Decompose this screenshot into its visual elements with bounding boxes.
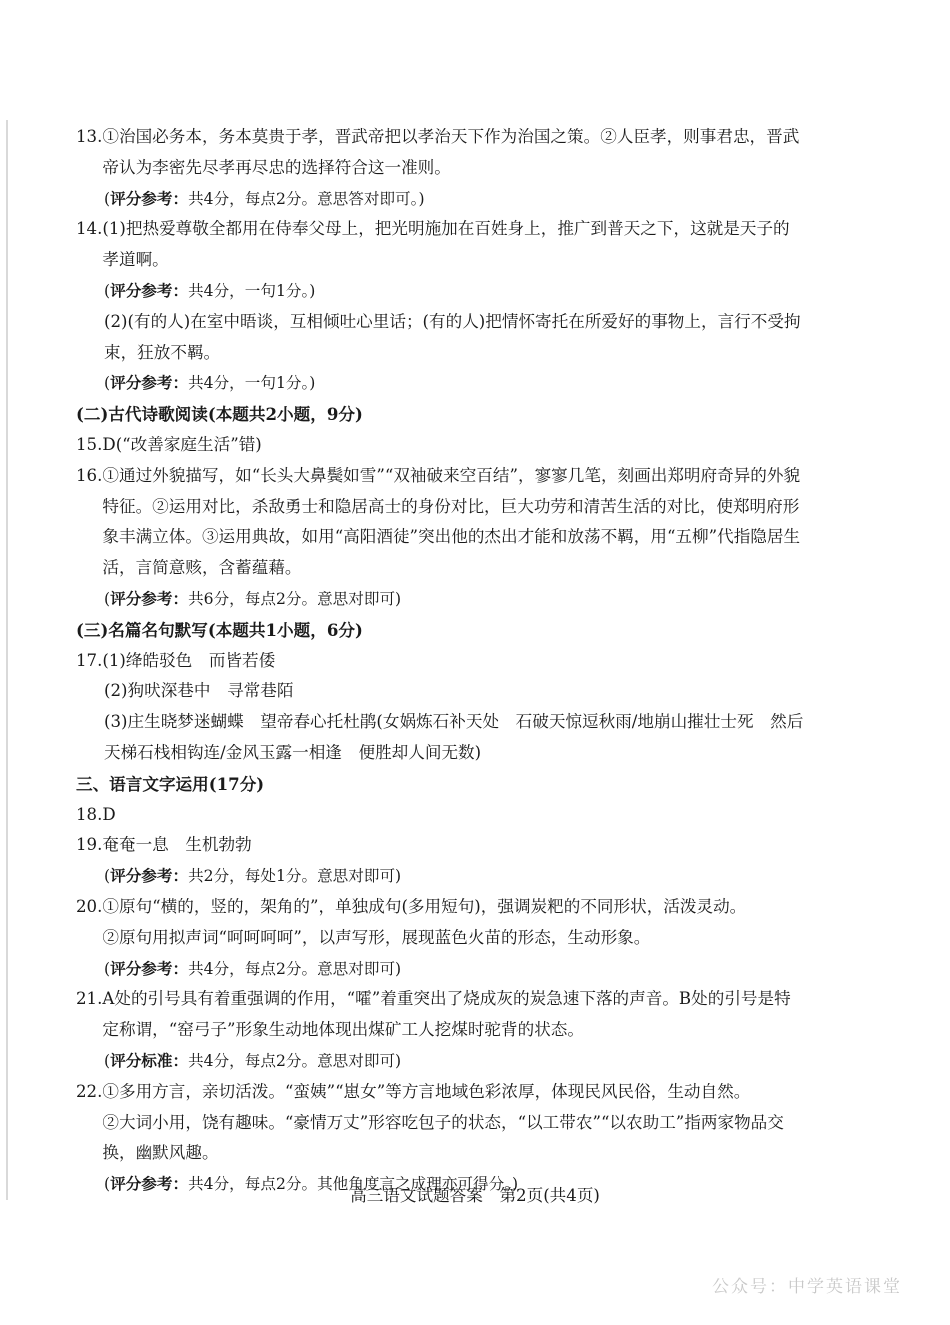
scoring-note: (评分参考：共4分，每点2分。其他角度言之成理亦可得分。) bbox=[104, 1174, 519, 1194]
scoring-note: (评分参考：共4分，一句1分。) bbox=[104, 280, 316, 300]
note-label: 评分参考： bbox=[110, 280, 189, 300]
scoring-note: (评分参考：共4分，一句1分。) bbox=[104, 373, 316, 393]
question-21 bbox=[76, 984, 806, 1046]
answer-text: D(“改善家庭生活”错) bbox=[102, 434, 262, 454]
note-text: 共2分，每处1分。意思对即可) bbox=[188, 867, 402, 886]
question-number: 15. bbox=[76, 434, 103, 454]
page-footer: 高三语文试题答案 第2页(共4页) bbox=[350, 1186, 600, 1205]
answer-text: ①多用方言，亲切活泼。“蛮姨”“崽女”等方言地域色彩浓厚，体现民风民俗，生动自然。 bbox=[102, 1081, 751, 1101]
question-number: 16. bbox=[76, 465, 103, 485]
answer-text: 奄奄一息 生机勃勃 bbox=[102, 835, 252, 855]
question-16 bbox=[76, 461, 806, 584]
answer-text: ①通过外貌描写，如“长头大鼻鬓如雪”“双袖破来空百结”，寥寥几笔，刻画出郑明府奇异的外貌特征。②运用对比，杀敌勇士和隐居高士的身份对比，巨大功劳和清苦生活的对比，使郑明府形象丰满立体。③运用典故，如用“高阳酒徒”突出他的杰出才能和放荡不羁，用“五柳”代指隐居生活，言简意赅，含蓄蕴藉。 bbox=[102, 465, 801, 578]
scoring-note: (评分参考：共2分，每处1分。意思对即可) bbox=[104, 866, 402, 886]
question-14 bbox=[76, 214, 806, 276]
question-15 bbox=[76, 430, 806, 461]
answer-content bbox=[76, 122, 806, 1200]
note-text: 共4分，每点2分。意思对即可) bbox=[188, 1051, 402, 1070]
answer-text: (1)把热爱尊敬全都用在侍奉父母上，把光明施加在百姓身上，推广到普天之下，这就是天子的孝道啊。 bbox=[102, 219, 790, 270]
question-number: 21. bbox=[76, 989, 103, 1009]
question-17 bbox=[76, 646, 806, 677]
section-heading-recitation: (三)名篇名句默写(本题共1小题，6分) bbox=[76, 619, 363, 640]
answer-text: (1)绛皓驳色 而皆若倭 bbox=[102, 650, 276, 670]
answer-text: ②原句用拟声词“呵呵呵呵”，以声写形，展现蓝色火苗的形态，生动形象。 bbox=[102, 927, 651, 947]
note-text: 共4分，每点2分。其他角度言之成理亦可得分。) bbox=[188, 1175, 519, 1194]
note-text: 共4分，每点2分。意思对即可) bbox=[188, 959, 402, 978]
question-13 bbox=[76, 122, 806, 184]
scoring-note: (评分参考：共6分，每点2分。意思对即可) bbox=[104, 588, 402, 608]
section-heading-poetry: (二)古代诗歌阅读(本题共2小题，9分) bbox=[76, 404, 363, 425]
note-label: 评分参考： bbox=[110, 958, 189, 978]
question-number: 18. bbox=[76, 804, 103, 824]
question-number: 13. bbox=[76, 127, 103, 146]
part-heading-language: 三、语言文字运用(17分) bbox=[76, 773, 265, 794]
note-label: 评分参考： bbox=[110, 188, 189, 208]
question-20 bbox=[76, 892, 806, 954]
note-label: 评分参考： bbox=[110, 373, 189, 393]
note-label: 评分参考： bbox=[110, 866, 189, 886]
answer-text: (2)(有的人)在室中晤谈，互相倾吐心里话；(有的人)把情怀寄托在所爱好的事物上，言行不受拘束，狂放不羁。 bbox=[104, 311, 801, 362]
scoring-note: (评分参考：共4分，每点2分。意思对即可) bbox=[104, 958, 402, 978]
scoring-note: (评分标准：共4分，每点2分。意思对即可) bbox=[104, 1050, 402, 1070]
answer-text: (3)庄生晓梦迷蝴蝶 望帝春心托杜鹃(女娲炼石补天处 石破天惊逗秋雨/地崩山摧壮士死 然后天梯石栈相钩连/金风玉露一相逢 便胜却人间无数) bbox=[104, 712, 804, 762]
question-number: 14. bbox=[76, 219, 103, 239]
answer-text: A处的引号具有着重强调的作用，“嚯”着重突出了烧成灰的炭急速下落的声音。B处的引号是特定称谓，“窑弓子”形象生动地体现出煤矿工人挖煤时驼背的状态。 bbox=[102, 989, 791, 1040]
question-number: 22. bbox=[76, 1081, 103, 1101]
answer-text: D bbox=[102, 804, 116, 824]
question-number: 19. bbox=[76, 835, 103, 855]
answer-text: ①治国必务本，务本莫贵于孝，晋武帝把以孝治天下作为治国之策。②人臣孝，则事君忠，晋武帝认为李密先尽孝再尽忠的选择符合这一准则。 bbox=[102, 127, 800, 177]
note-label: 评分参考： bbox=[110, 1174, 189, 1194]
answer-block bbox=[102, 1077, 806, 1169]
question-number: 17. bbox=[76, 650, 103, 670]
note-text: 共4分，一句1分。 bbox=[188, 374, 310, 393]
watermark: 公众号：中学英语课堂 bbox=[712, 1277, 902, 1297]
question-number: 20. bbox=[76, 896, 103, 916]
left-margin-rule bbox=[6, 120, 8, 1200]
note-text: 共4分，一句1分。 bbox=[188, 281, 310, 300]
question-19 bbox=[76, 830, 806, 861]
note-text: 共4分，每点2分。意思答对即可。 bbox=[188, 189, 419, 208]
question-22 bbox=[76, 1077, 806, 1169]
answer-text: (2)狗吠深巷中 寻常巷陌 bbox=[104, 681, 294, 701]
note-text: 共6分，每点2分。意思对即可) bbox=[188, 589, 402, 608]
question-18 bbox=[76, 800, 806, 831]
note-label: 评分标准： bbox=[110, 1050, 189, 1070]
note-label: 评分参考： bbox=[110, 588, 189, 608]
scoring-note: (评分参考：共4分，每点2分。意思答对即可。) bbox=[104, 188, 425, 208]
answer-block bbox=[102, 892, 806, 954]
answer-text: ②大词小用，饶有趣味。“豪情万丈”形容吃包子的状态，“以工带农”“以农助工”指两家物品交换，幽默风趣。 bbox=[102, 1112, 784, 1163]
answer-text: ①原句“横的，竖的，架角的”，单独成句(多用短句)，强调炭粑的不同形状，活泼灵动。 bbox=[102, 896, 747, 916]
